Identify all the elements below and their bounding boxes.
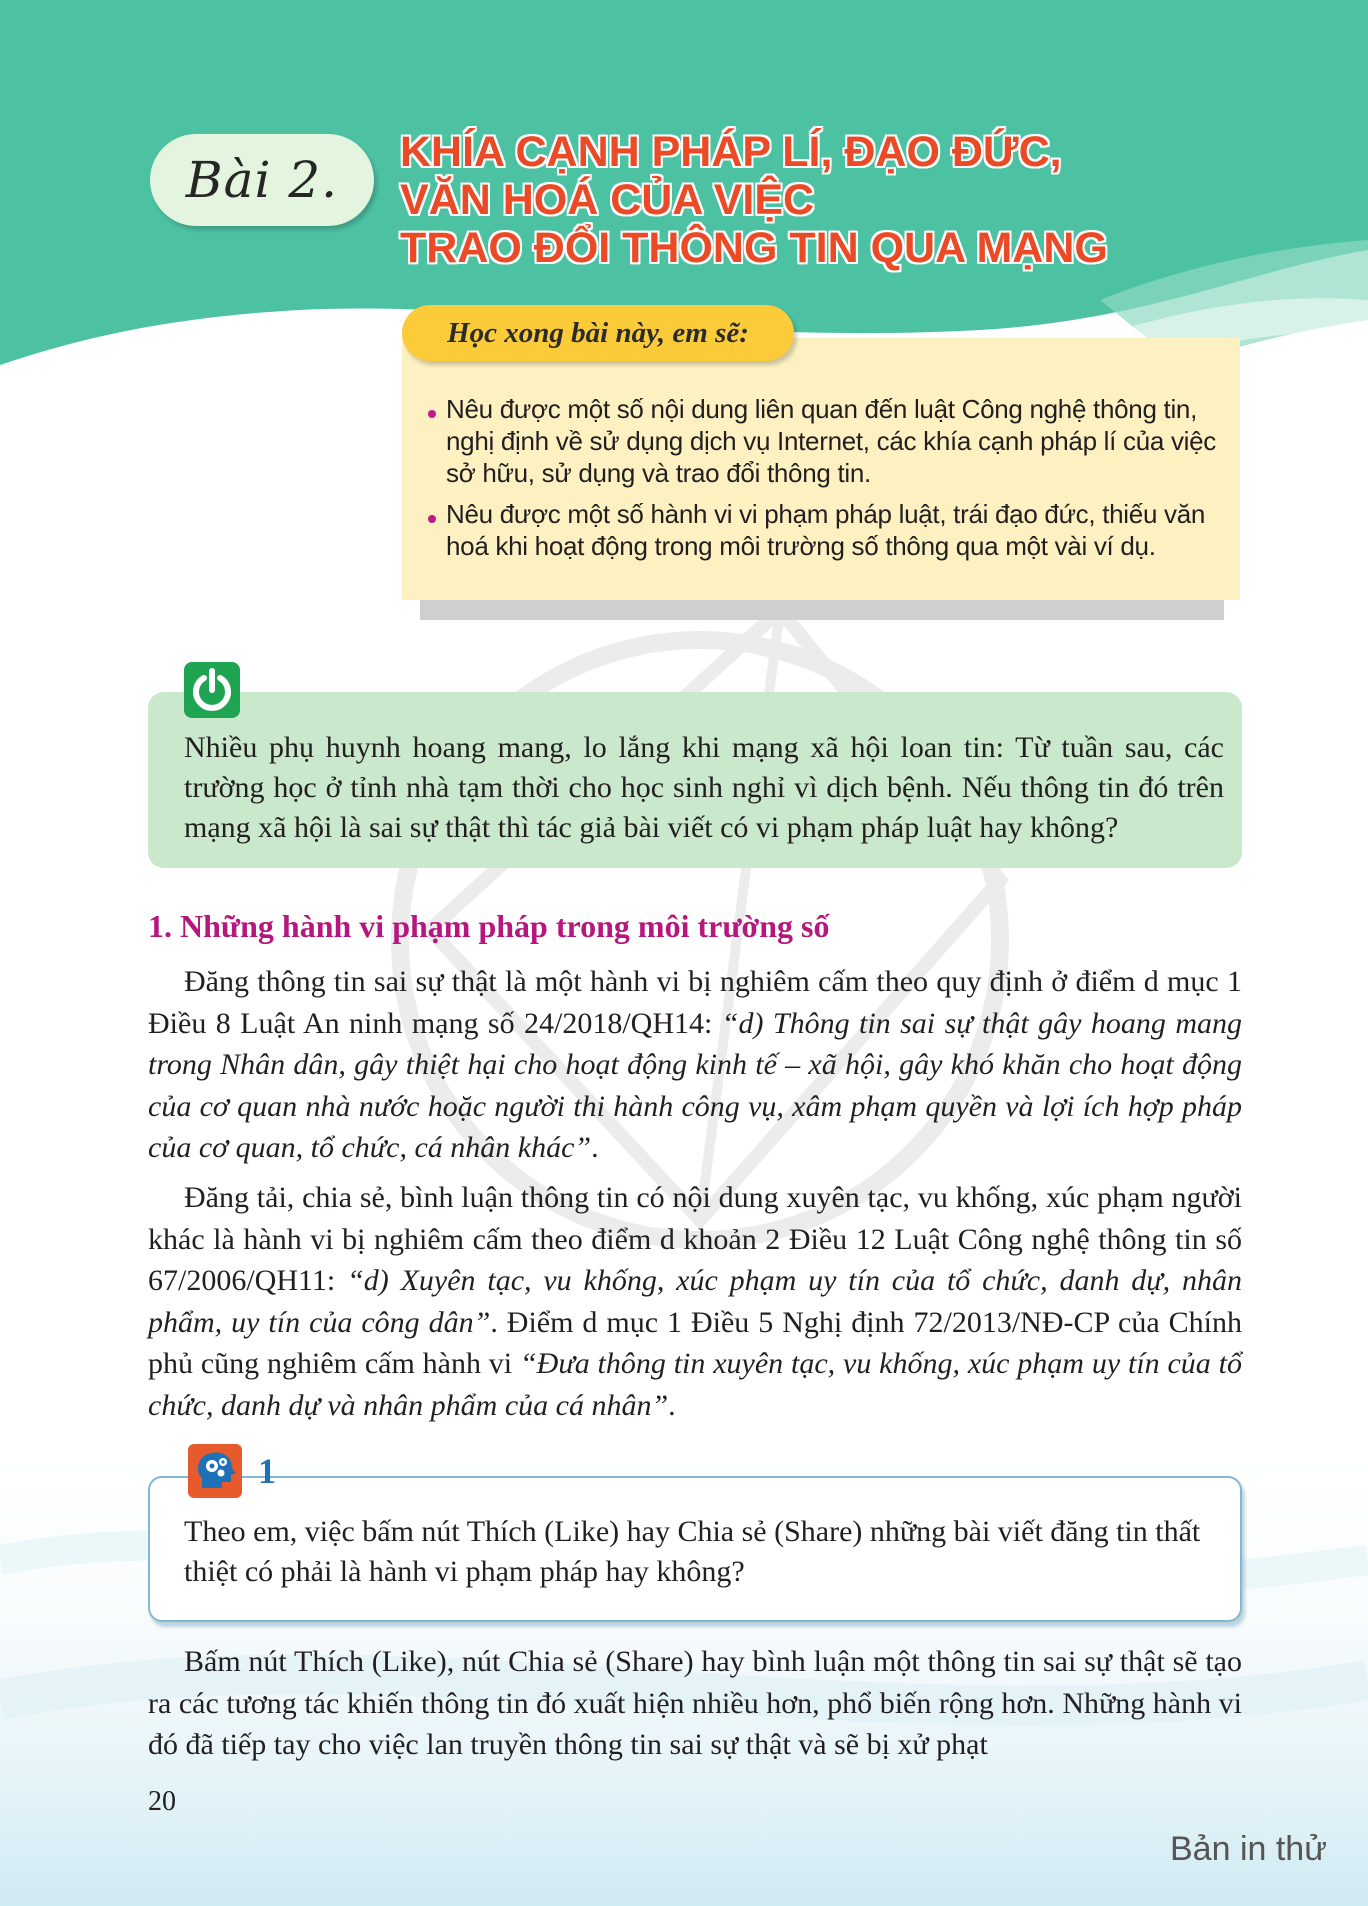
paragraph-text: Đăng tải, chia sẻ, bình luận thông tin có nội dung xuyên tạc, vu khống, xúc phạm người khác là hành vi bị nghiêm cấm theo điểm d khoản 2 Điều 12 Luật Công nghệ thông tin số 67/2006/QH11: (148, 1181, 1242, 1297)
objective-item (426, 393, 1216, 489)
objectives-heading: Học xong bài này, em sẽ: (447, 316, 749, 349)
law-quote: “d) Thông tin sai sự thật gây hoang mang trong Nhân dân, gây thiệt hại cho hoạt động kinh tế – xã hội, gây khó khăn cho hoạt động của cơ quan nhà nước hoặc người thi hành công vụ, xâm phạm quyền và lợi ích hợp pháp của cơ quan, tổ chức, cá nhân khác” (148, 1006, 1242, 1164)
law-quote: “d) Xuyên tạc, vu khống, xúc phạm uy tín của tổ chức, danh dự, nhân phẩm, uy tín của công dân” (148, 1264, 1242, 1339)
lesson-label: Bài 2. (185, 151, 339, 209)
section-heading: 1. Những hành vi phạm pháp trong môi trường số (148, 908, 830, 944)
draft-label: Bản in thử (1170, 1830, 1327, 1868)
objective-text: Nêu được một số hành vi vi phạm pháp luật, trái đạo đức, thiếu văn hoá khi hoạt động trong môi trường số thông qua một vài ví dụ. (446, 499, 1206, 561)
paragraph-1 (148, 961, 1242, 1169)
objective-text: Nêu được một số nội dung liên quan đến luật Công nghệ thông tin, nghị định về sử dụng dịch vụ Internet, các khía cạnh pháp lí của việc sở hữu, sử dụng và trao đổi thông tin. (446, 394, 1216, 488)
bullet-icon (428, 515, 436, 523)
objectives-heading-tag (402, 305, 794, 361)
paragraph-2 (148, 1177, 1242, 1426)
lesson-badge (150, 134, 374, 226)
paragraph-end: . (591, 1131, 599, 1164)
activity-question: Theo em, việc bấm nút Thích (Like) hay Chia sẻ (Share) những bài viết đăng tin thất thiệt có phải là hành vi phạm pháp hay không? (184, 1515, 1201, 1588)
lesson-title-line: VĂN HOÁ CỦA VIỆC (400, 176, 815, 224)
paragraph-3: Bấm nút Thích (Like), nút Chia sẻ (Share) hay bình luận một thông tin sai sự thật sẽ tạo ra các tương tác khiến thông tin đó xuất hiện nhiều hơn, phổ biến rộng hơn. Những hành vi đó đã tiếp tay cho việc lan truyền thông tin sai sự thật và sẽ bị xử phạt (148, 1645, 1242, 1761)
paragraph-end: . (668, 1388, 676, 1422)
paragraph-text: . Điểm d mục 1 Điều 5 Nghị định 72/2013/NĐ-CP của Chính phủ cũng nghiêm cấm hành vi (148, 1305, 1243, 1380)
power-icon (184, 662, 240, 718)
lesson-title-line: TRAO ĐỔI THÔNG TIN QUA MẠNG (400, 224, 1108, 272)
lesson-title (400, 128, 1160, 272)
objectives-shadow (420, 600, 1224, 620)
objective-item (426, 498, 1216, 562)
warmup-text: Nhiều phụ huynh hoang mang, lo lắng khi mạng xã hội loan tin: Từ tuần sau, các trường học ở tỉnh nhà tạm thời cho học sinh nghỉ vì dịch bệnh. Nếu thông tin đó trên mạng xã hội là sai sự thật thì tác giả bài viết có vi phạm pháp luật hay không? (184, 731, 1224, 844)
page-number: 20 (148, 1786, 176, 1817)
objectives-list (426, 393, 1216, 571)
law-quote: “Đưa thông tin xuyên tạc, vu khống, xúc phạm uy tín của tổ chức, danh dự và nhân phẩm của cá nhân” (148, 1347, 1242, 1422)
bullet-icon (428, 410, 436, 418)
activity-number: 1 (258, 1451, 276, 1491)
lesson-title-line: KHÍA CẠNH PHÁP LÍ, ĐẠO ĐỨC, (400, 128, 1062, 176)
brain-gears-icon (188, 1444, 242, 1498)
paragraph-text: Đăng thông tin sai sự thật là một hành vi bị nghiêm cấm theo quy định ở điểm d mục 1 Điều 8 Luật An ninh mạng số 24/2018/QH14: (148, 965, 1242, 1040)
